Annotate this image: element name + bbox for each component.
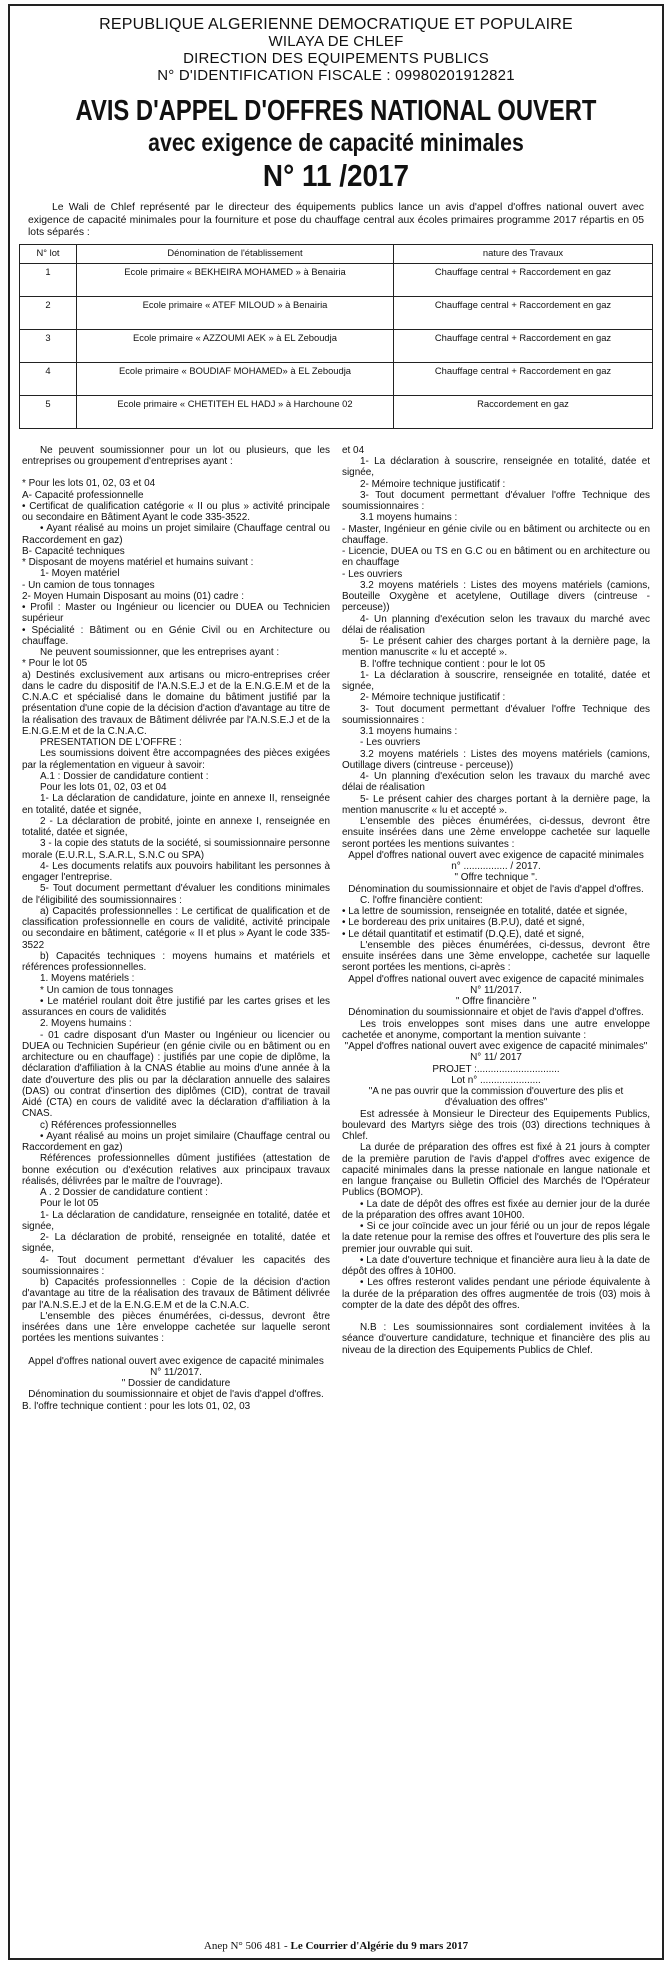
paragraph: • La date de dépôt des offres est fixée au dernier jour de la durée de la préparation des offres avant 10H00. bbox=[342, 1198, 650, 1221]
paragraph: 3- Tout document permettant d'évaluer l'offre Technique des soumissionnaires : bbox=[342, 489, 650, 513]
establishment-cell: Ecole primaire « BEKHEIRA MOHAMED » à Benairia bbox=[77, 263, 394, 296]
paragraph: L'ensemble des pièces énumérées, ci-dessus, devront être ensuite insérées dans une 2ème enveloppe cachetée sur laquelle seront portées les mentions suivantes : bbox=[342, 816, 650, 850]
paragraph: * Disposant de moyens matériel et humains suivant : bbox=[22, 557, 254, 569]
paragraph: - Les ouvriers bbox=[342, 568, 403, 580]
paragraph: • La date d'ouverture technique et financière aura lieu à la date de dépôt des offres à 10H00. bbox=[342, 1254, 650, 1278]
paragraph: 3.1 moyens humains : bbox=[360, 512, 458, 524]
paragraph: Ne peuvent soumissionner, que les entreprises ayant : bbox=[40, 647, 280, 659]
paragraph: PRESENTATION DE L'OFFRE : bbox=[40, 737, 182, 749]
paragraph: • Si ce jour coïncide avec un jour férié ou un jour de repos légale la date retenue pour la remise des offres et l'ouverture des plis sera le premier jour ouvrable qui suit. bbox=[342, 1221, 650, 1255]
paragraph: " Offre financière " bbox=[455, 996, 537, 1008]
establishment-cell: Ecole primaire « ATEF MILOUD » à Benairia bbox=[77, 296, 394, 329]
lot-cell: 3 bbox=[20, 329, 77, 362]
paragraph: B- Capacité techniques bbox=[22, 545, 125, 557]
paragraph: • Le détail quantitatif et estimatif (D.Q.E), daté et signé, bbox=[342, 928, 585, 940]
paragraph: n° ................ / 2017. bbox=[451, 861, 541, 873]
table-row bbox=[20, 263, 653, 296]
paragraph: • La lettre de soumission, renseignée en totalité, datée et signée, bbox=[342, 906, 628, 918]
header-direction: DIRECTION DES EQUIPEMENTS PUBLICS bbox=[183, 50, 489, 67]
paragraph: - 01 cadre disposant d'un Master ou Ingénieur ou licencier ou DUEA ou Technicien Supérieur (en génie civile ou en bâtiment ou en architecture ou en chauffage) : justifiés par une copie de diplôme, la déclaration d'affiliation à la CNAS établie au moins d'une année à la date d'ouverture des plis ou par la déclaration annuelle des salaires (DAS) ou contrat d'insertion des diplômes (CID), contrat de travail Aidé (CTA) en cours de validité avec la déclaration d'affiliation à la CNAS. bbox=[22, 1029, 330, 1120]
paragraph: 2. Moyens humains : bbox=[40, 1018, 132, 1030]
paragraph: PROJET :.............................. bbox=[432, 1063, 560, 1075]
paragraph: C. l'offre financière contient: bbox=[360, 894, 483, 906]
table-row bbox=[20, 329, 653, 362]
nature-cell: Raccordement en gaz bbox=[394, 395, 653, 428]
nature-cell: Chauffage central + Raccordement en gaz bbox=[394, 296, 653, 329]
paragraph: - Les ouvriers bbox=[360, 737, 421, 749]
paragraph: 4- Tout document permettant d'évaluer les capacités des soumissionnaires : bbox=[22, 1254, 330, 1277]
lot-cell: 5 bbox=[20, 395, 77, 428]
paragraph: "Appel d'offres national ouvert avec exigence de capacité minimales" bbox=[344, 1041, 648, 1053]
paragraph: 5- Le présent cahier des charges portant à la dernière page, la mention manuscrite « lu et accepté ». bbox=[342, 636, 650, 659]
paragraph: 2- Moyen Humain Disposant au moins (01) cadre : bbox=[22, 590, 245, 602]
paragraph: 1- Moyen matériel bbox=[40, 568, 120, 580]
paragraph: N.B : Les soumissionnaires sont cordialement invitées à la séance d'ouverture candidature, technique et financière des plis au niveau de la direction des Equipements Publics de Chlef. bbox=[342, 1322, 650, 1356]
paragraph: 4- Un planning d'exécution selon les travaux du marché avec délai de réalisation bbox=[342, 613, 650, 636]
paragraph: Lot n° ...................... bbox=[451, 1074, 541, 1086]
table-row bbox=[20, 296, 653, 329]
lots-table-header bbox=[20, 244, 653, 263]
paragraph: 3.2 moyens matériels : Listes des moyens matériels (camions, Outillage divers (cintreuse - perceuse)) bbox=[342, 748, 650, 771]
paragraph: N° 11/2017. bbox=[150, 1366, 202, 1378]
paragraph: 1- La déclaration de candidature, renseignée en totalité, datée et signée, bbox=[22, 1209, 330, 1232]
establishment-cell: Ecole primaire « AZZOUMI AEK » à EL Zeboudja bbox=[77, 329, 394, 362]
header-block bbox=[10, 16, 662, 84]
lot-cell: 2 bbox=[20, 296, 77, 329]
paragraph: • Certificat de qualification catégorie « II ou plus » activité principale ou secondaire en Bâtiment Ayant le code 335-3522. bbox=[22, 500, 330, 524]
paragraph: Références professionnelles dûment justifiées (attestation de bonne exécution ou d'exécution relatives aux principaux travaux réalisés, délivrées par le maître de l'ouvrage). bbox=[22, 1153, 330, 1187]
paragraph: 3.1 moyens humains : bbox=[360, 726, 458, 738]
paragraph: 3.2 moyens matériels : Listes des moyens matériels (camions, Bouteille Oxygène et acetylene, Outillage divers (cintreuse - perceuse)) bbox=[342, 579, 650, 614]
paragraph: 3 - la copie des statuts de la société, si soumissionnaire personne morale (E.U.R.L, S.A.R.L, S.N.C ou SPA) bbox=[22, 838, 330, 861]
paragraph: a) Destinés exclusivement aux artisans ou micro-entreprises créer dans le cadre du dispositif de l'A.N.S.E.J et de la E.N.G.E.M et de la C.N.A.C et spécialisé dans le domaine du bâtiment justifié par la présentation d'une copie de la décision d'action d'avantage au titre de la réalisation des travaux de Bâtiment délivrée par l'A.N.S.E.J et de la E.N.G.E.M et de la C.N.A.C. bbox=[22, 669, 330, 737]
left-column bbox=[22, 445, 330, 1412]
intro-paragraph: Le Wali de Chlef représenté par le directeur des équipements publics lance un avis d'appel d'offres national ouvert avec exigence de capacité minimales pour la fourniture et pose du chauffage central aux écoles primaires programme 2017 répartis en 05 lots séparés : bbox=[28, 202, 644, 239]
notice-title: AVIS D'APPEL D'OFFRES NATIONAL OUVERT bbox=[75, 95, 597, 127]
header-fiscal-id: N° D'IDENTIFICATION FISCALE : 09980201912821 bbox=[157, 67, 515, 84]
paragraph: Appel d'offres national ouvert avec exigence de capacité minimales bbox=[28, 1355, 324, 1367]
paragraph: 5- Tout document permettant d'évaluer les conditions minimales de l'éligibilité des soumissionnaires : bbox=[22, 883, 330, 906]
nature-cell: Chauffage central + Raccordement en gaz bbox=[394, 329, 653, 362]
paragraph: A- Capacité professionnelle bbox=[22, 489, 144, 501]
paragraph: • Ayant réalisé au moins un projet similaire (Chauffage central ou Raccordement en gaz) bbox=[22, 1130, 330, 1154]
notice-number: N° 11 /2017 bbox=[262, 158, 410, 193]
paragraph: 4- Les documents relatifs aux pouvoirs habilitant les personnes à engager l'entreprise. bbox=[22, 860, 330, 884]
paragraph: B. l'offre technique contient : pour les lots 01, 02, 03 bbox=[22, 1400, 251, 1412]
paragraph: • Le matériel roulant doit être justifié par les cartes grises et les assurances en cours de validités bbox=[22, 995, 330, 1019]
paragraph: Appel d'offres national ouvert avec exigence de capacité minimales bbox=[348, 973, 644, 985]
paragraph: A . 2 Dossier de candidature contient : bbox=[40, 1187, 208, 1199]
header-wilaya: WILAYA DE CHLEF bbox=[268, 33, 404, 50]
paragraph: 2- Mémoire technique justificatif : bbox=[360, 692, 506, 704]
paragraph: b) Capacités professionnelles : Copie de la décision d'action d'avantage au titre de la réalisation des travaux de Bâtiment délivrée par l'A.N.S.E.J et de la E.N.G.E.M et de la C.N.A.C. bbox=[22, 1277, 330, 1311]
header-lot: N° lot bbox=[20, 244, 77, 263]
paragraph: Dénomination du soumissionnaire et objet de l'avis d'appel d'offres. bbox=[348, 1007, 644, 1019]
paragraph: * Un camion de tous tonnages bbox=[40, 984, 174, 996]
table-row bbox=[20, 395, 653, 428]
paragraph: A.1 : Dossier de candidature contient : bbox=[40, 770, 209, 782]
table-row bbox=[20, 362, 653, 395]
footer-ref: Anep N° 506 481 - bbox=[203, 1940, 291, 1952]
paragraph: 2 - La déclaration de probité, jointe en annexe I, renseignée en totalité, datée et signée, bbox=[22, 815, 330, 839]
establishment-cell: Ecole primaire « CHETITEH EL HADJ » à Harchoune 02 bbox=[77, 395, 394, 428]
paragraph: "A ne pas ouvrir que la commission d'ouverture des plis et d'évaluation des offres" bbox=[368, 1086, 624, 1109]
paragraph: * Pour le lot 05 bbox=[22, 658, 88, 670]
footer-source: Le Courrier d'Algérie du 9 mars 2017 bbox=[290, 1940, 469, 1952]
paragraph: 5- Le présent cahier des charges portant à la dernière page, la mention manuscrite « lu et accepté ». bbox=[342, 793, 650, 816]
paragraph: Les soumissions doivent être accompagnées des pièces exigées par la réglementation en vigueur à savoir: bbox=[22, 748, 330, 771]
lot-cell: 1 bbox=[20, 263, 77, 296]
paragraph: 4- Un planning d'exécution selon les travaux du marché avec délai de réalisation bbox=[342, 771, 650, 794]
lots-table-body bbox=[20, 263, 653, 428]
paragraph: • Profil : Master ou Ingénieur ou licencier ou DUEA ou Technicien supérieur bbox=[22, 602, 330, 625]
paragraph: a) Capacités professionnelles : Le certificat de qualification et de classification professionnelle en cours de validité, activité principale ou secondaire en bâtiment, catégorie « II et plus » Ayant le code 335-3522 bbox=[22, 905, 330, 951]
paragraph: - Licencie, DUEA ou TS en G.C ou en bâtiment ou en architecture ou en chauffage bbox=[342, 546, 650, 569]
establishment-cell: Ecole primaire « BOUDIAF MOHAMED» à EL Zeboudja bbox=[77, 362, 394, 395]
footer bbox=[10, 1940, 662, 1952]
paragraph: et 04 bbox=[342, 444, 365, 456]
paragraph: 3- Tout document permettant d'évaluer l'offre Technique des soumissionnaires : bbox=[342, 703, 650, 726]
paragraph: Dénomination du soumissionnaire et objet de l'avis d'appel d'offres. bbox=[28, 1389, 324, 1401]
body-columns bbox=[22, 445, 650, 1412]
paragraph: L'ensemble des pièces énumérées, ci-dessus, devront être ensuite insérées dans une 3ème enveloppe, cachetée sur laquelle seront portées les mentions, ci-après : bbox=[342, 939, 650, 974]
paragraph: B. l'offre technique contient : pour le lot 05 bbox=[360, 658, 546, 670]
paragraph: La durée de préparation des offres est fixé à 21 jours à compter de la première parution de l'avis d'appel d'offres avec exigence de capacité minimales dans la presse nationale en langue nationale et en langue française ou Bulletin Officiel des Marchés de l'Opérateur Publics (BOMOP). bbox=[342, 1142, 650, 1199]
paragraph: " Offre technique ". bbox=[454, 872, 538, 884]
paragraph: Les trois enveloppes sont mises dans une autre enveloppe cachetée et anonyme, comportant la mention suivante : bbox=[342, 1018, 650, 1041]
header-establishment: Dénomination de l'établissement bbox=[77, 244, 394, 263]
paragraph: • Les offres resteront valides pendant une période équivalente à la durée de la préparation des offres augmentée de trois (03) mois à compter de la date des dépôt des offres. bbox=[342, 1277, 650, 1311]
paragraph: " Dossier de candidature bbox=[121, 1378, 231, 1390]
paragraph: - Master, Ingénieur en génie civile ou en bâtiment ou architecte ou en chauffage. bbox=[342, 523, 650, 546]
header-nature: nature des Travaux bbox=[394, 244, 653, 263]
lot-cell: 4 bbox=[20, 362, 77, 395]
paragraph: 1. Moyens matériels : bbox=[40, 973, 135, 985]
notice-subtitle: avec exigence de capacité minimales bbox=[148, 129, 524, 157]
paragraph: N° 11/ 2017 bbox=[470, 1052, 522, 1064]
paragraph: * Pour les lots 01, 02, 03 et 04 bbox=[22, 478, 156, 490]
paragraph: Est adressée à Monsieur le Directeur des Equipements Publics, boulevard des Martyrs siège des trois (03) directions techniques à Chlef. bbox=[342, 1108, 650, 1143]
paragraph: 1- La déclaration de candidature, jointe en annexe II, renseignée en totalité, datée et signée, bbox=[22, 793, 330, 816]
paragraph: Pour les lots 01, 02, 03 et 04 bbox=[40, 782, 167, 794]
header-republic: REPUBLIQUE ALGERIENNE DEMOCRATIQUE ET POPULAIRE bbox=[99, 16, 573, 33]
paragraph: Appel d'offres national ouvert avec exigence de capacité minimales bbox=[348, 849, 644, 861]
paragraph: • Le bordereau des prix unitaires (B.P.U), daté et signé, bbox=[342, 917, 585, 929]
paragraph: 2- La déclaration de probité, renseignée en totalité, datée et signée, bbox=[22, 1232, 330, 1255]
paragraph: 2- Mémoire technique justificatif : bbox=[360, 478, 506, 490]
nature-cell: Chauffage central + Raccordement en gaz bbox=[394, 362, 653, 395]
paragraph: - Un camion de tous tonnages bbox=[22, 579, 155, 591]
paragraph: Dénomination du soumissionnaire et objet de l'avis d'appel d'offres. bbox=[348, 883, 644, 895]
paragraph: b) Capacités techniques : moyens humains et matériels et références professionnelles. bbox=[22, 950, 330, 974]
document-page bbox=[8, 4, 664, 1960]
paragraph: c) Références professionnelles bbox=[40, 1119, 177, 1131]
paragraph: • Ayant réalisé au moins un projet similaire (Chauffage central ou Raccordement en gaz) bbox=[22, 523, 330, 546]
paragraph: N° 11/2017. bbox=[470, 984, 522, 996]
title-block bbox=[10, 94, 662, 194]
paragraph: 1- La déclaration à souscrire, renseignée en totalité, datée et signée, bbox=[342, 456, 650, 479]
paragraph: Pour le lot 05 bbox=[40, 1198, 99, 1210]
paragraph: Ne peuvent soumissionner pour un lot ou plusieurs, que les entreprises ou groupement d'entreprises ayant : bbox=[22, 444, 330, 468]
paragraph: 1- La déclaration à souscrire, renseignée en totalité, datée et signée, bbox=[342, 669, 650, 693]
lots-table bbox=[19, 244, 653, 429]
paragraph: L'ensemble des pièces énumérées, ci-dessus, devront être insérées dans une 1ère enveloppe cachetée sur laquelle seront portées les mentions suivantes : bbox=[22, 1310, 330, 1345]
right-column bbox=[342, 445, 650, 1412]
nature-cell: Chauffage central + Raccordement en gaz bbox=[394, 263, 653, 296]
paragraph: • Spécialité : Bâtiment ou en Génie Civil ou en Architecture ou chauffage. bbox=[22, 624, 330, 647]
